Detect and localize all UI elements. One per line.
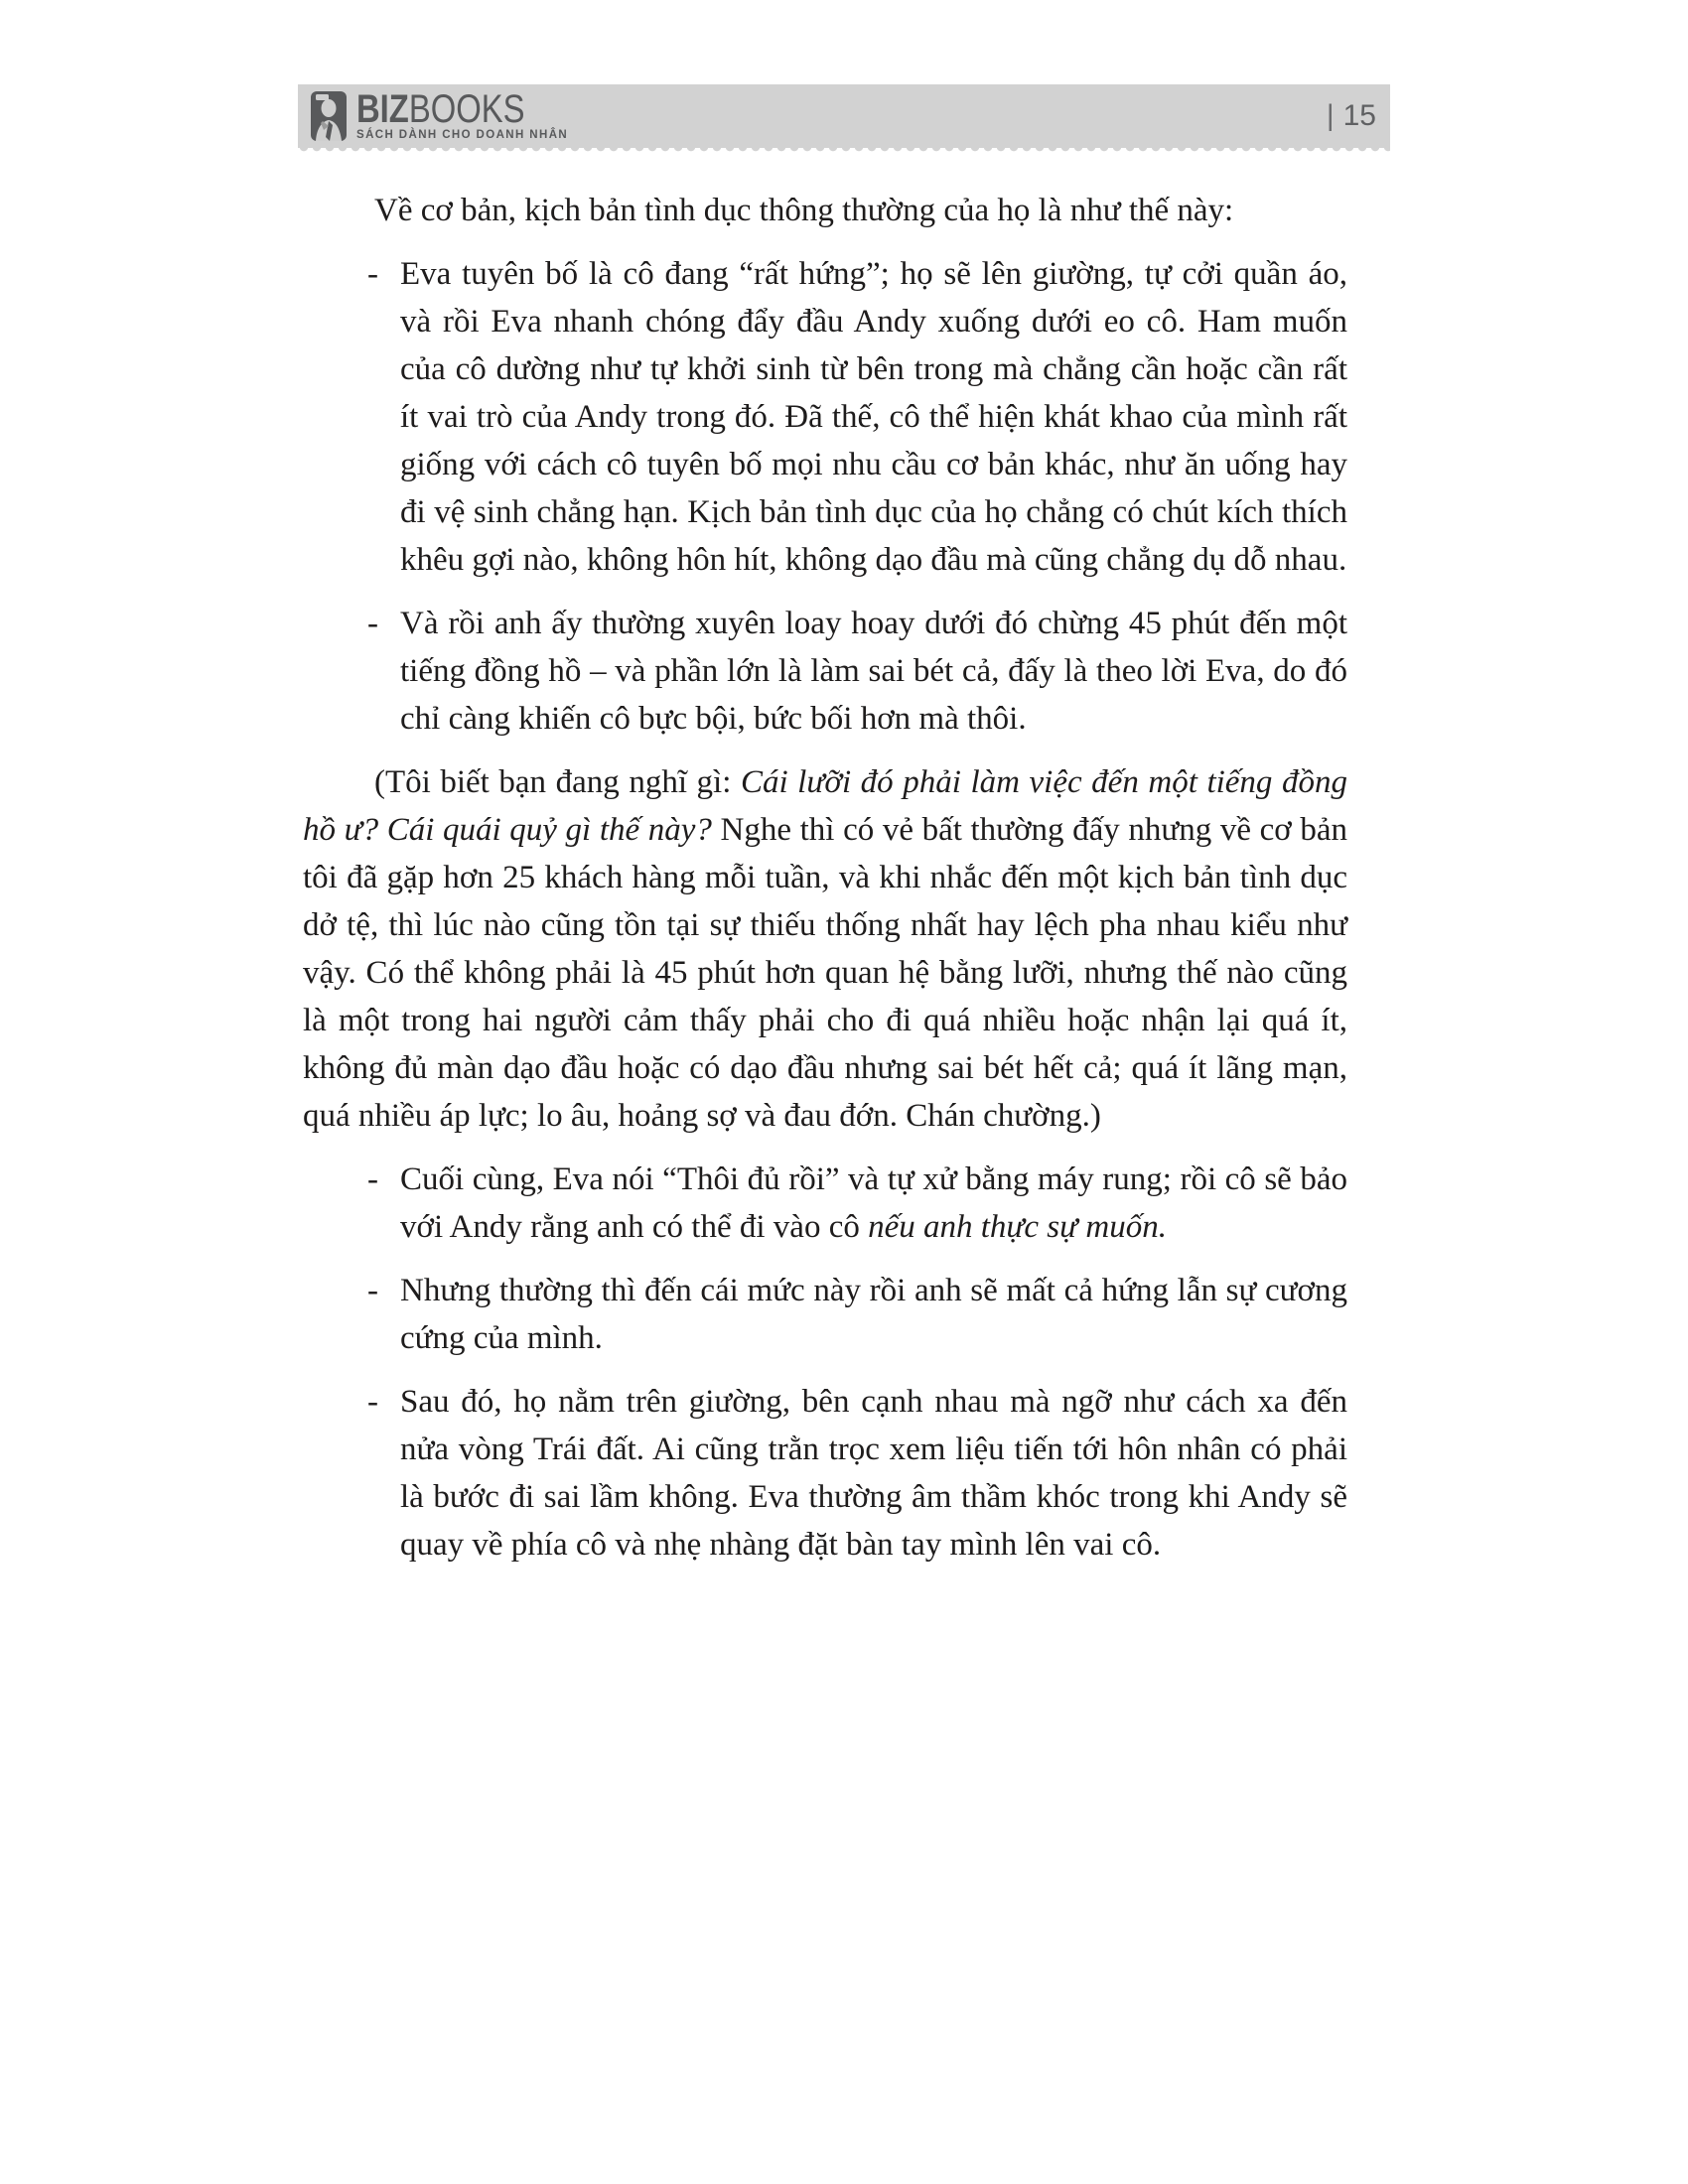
- body-paragraph: [303, 187, 1347, 234]
- bullet-item: [367, 250, 1347, 584]
- logo-books: BOOKS: [408, 87, 525, 131]
- text-segment: Cuối cùng, Eva nói “Thôi đủ rồi” và tự xử bằng máy rung; rồi cô sẽ bảo với Andy rằng anh có thể đi vào cô: [400, 1161, 1347, 1245]
- text-segment: (Tôi biết bạn đang nghĩ gì:: [374, 764, 741, 800]
- italic-text-segment: nếu anh thực sự muốn.: [868, 1209, 1167, 1245]
- bullet-item: [367, 600, 1347, 743]
- page-number: [1327, 99, 1376, 133]
- text-segment: Eva tuyên bố là cô đang “rất hứng”; họ sẽ lên giường, tự cởi quần áo, và rồi Eva nhanh chóng đẩy đầu Andy xuống dưới eo cô. Ham muốn của cô dường như tự khởi sinh từ bên trong mà chẳng cần hoặc cần rất ít vai trò của Andy trong đó. Đã thế, cô thể hiện khát khao của mình rất giống với cách cô tuyên bố mọi nhu cầu cơ bản khác, như ăn uống hay đi vệ sinh chẳng hạn. Kịch bản tình dục của họ chẳng có chút kích thích khêu gợi nào, không hôn hít, không dạo đầu mà cũng chẳng dụ dỗ nhau.: [400, 256, 1347, 578]
- bullet-item: [367, 1378, 1347, 1569]
- page-header: [298, 84, 1390, 148]
- text-segment: Về cơ bản, kịch bản tình dục thông thường của họ là như thế này:: [374, 193, 1234, 228]
- text-segment: Nhưng thường thì đến cái mức này rồi anh sẽ mất cả hứng lẫn sự cương cứng của mình.: [400, 1273, 1347, 1356]
- bullet-dash: -: [367, 1273, 378, 1308]
- bullet-item: [367, 1156, 1347, 1251]
- page-number-value: 15: [1342, 99, 1376, 132]
- text-segment: Nghe thì có vẻ bất thường đấy nhưng về cơ bản tôi đã gặp hơn 25 khách hàng mỗi tuần, và khi nhắc đến một kịch bản tình dục dở tệ, thì lúc nào cũng tồn tại sự thiếu thống nhất hay lệch pha nhau kiểu như vậy. Có thể không phải là 45 phút hơn quan hệ bằng lưỡi, nhưng thế nào cũng là một trong hai người cảm thấy phải cho đi quá nhiều hoặc nhận lại quá ít, không đủ màn dạo đầu hoặc có dạo đầu nhưng sai bét hết cả; quá ít lãng mạn, quá nhiều áp lực; lo âu, hoảng sợ và đau đớn. Chán chường.): [303, 812, 1348, 1134]
- logo-biz: BIZ: [356, 87, 409, 131]
- logo-tagline: SÁCH DÀNH CHO DOANH NHÂN: [356, 129, 569, 141]
- logo-text: [356, 87, 569, 141]
- bullet-dash: -: [367, 606, 378, 641]
- bullet-dash: -: [367, 1384, 378, 1420]
- text-segment: Sau đó, họ nằm trên giường, bên cạnh nhau mà ngỡ như cách xa đến nửa vòng Trái đất. Ai cũng trằn trọc xem liệu tiến tới hôn nhân có phải là bước đi sai lầm không. Eva thường âm thầm khóc trong khi Andy sẽ quay về phía cô và nhẹ nhàng đặt bàn tay mình lên vai cô.: [400, 1384, 1347, 1563]
- page-number-separator: |: [1326, 99, 1335, 132]
- bullet-dash: -: [367, 256, 378, 292]
- bizbooks-logo: [311, 87, 569, 141]
- italic-text-segment: Cái lưỡi đó phải làm việc đến một tiếng đồng hồ ư? Cái quái quỷ gì thế này?: [303, 764, 1347, 848]
- text-flow: [303, 187, 1347, 1584]
- text-segment: Và rồi anh ấy thường xuyên loay hoay dưới đó chừng 45 phút đến một tiếng đồng hồ – và phần lớn là làm sai bét cả, đấy là theo lời Eva, do đó chỉ càng khiến cô bực bội, bức bối hơn mà thôi.: [400, 606, 1347, 737]
- bullet-dash: -: [367, 1161, 378, 1197]
- body-paragraph: [303, 758, 1347, 1140]
- logo-name: [356, 87, 530, 131]
- bizbooks-man-icon: [311, 91, 347, 141]
- bullet-item: [367, 1267, 1347, 1362]
